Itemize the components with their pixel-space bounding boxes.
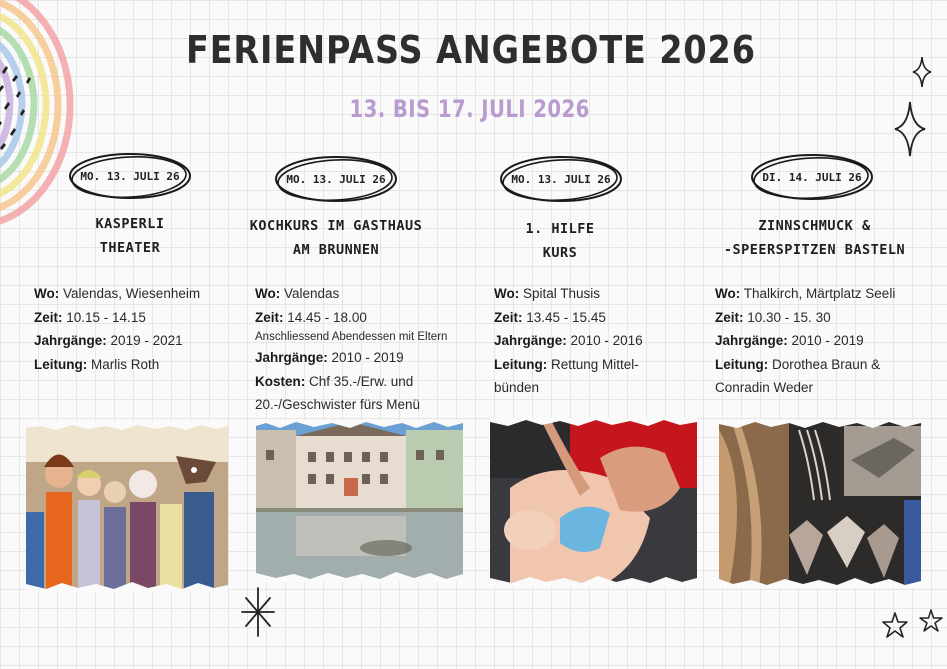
event-details xyxy=(34,282,249,376)
page-title: FERIENPASS ANGEBOTE 2026 xyxy=(185,28,756,72)
event-details xyxy=(255,282,480,417)
location-row: Wo: Valendas xyxy=(255,286,340,301)
torn-edge xyxy=(719,576,921,588)
event-title xyxy=(712,214,917,262)
event-note: Anschliessend Abendessen mit Eltern xyxy=(255,331,448,343)
event-title xyxy=(470,217,650,265)
years-row: Jahrgänge: 2010 - 2016 xyxy=(494,333,643,348)
event-title-line: ZINNSCHMUCK & xyxy=(758,218,871,234)
event-details xyxy=(715,282,940,400)
leader-row-continued: bünden xyxy=(494,380,540,395)
date-badge xyxy=(272,153,400,205)
village-square-photo xyxy=(256,420,463,582)
sparkle-icon xyxy=(893,100,927,158)
leader-row: Leitung: Rettung Mittel- xyxy=(494,356,639,372)
time-row: Zeit: 14.45 - 18.00 xyxy=(255,309,367,325)
leader-row-continued: Conradin Weder xyxy=(715,380,814,395)
years-row: Jahrgänge: 2010 - 2019 xyxy=(715,333,864,348)
date-label: MO. 13. JULI 26 xyxy=(80,169,180,183)
event-title-line: -SPEERSPITZEN BASTELN xyxy=(723,242,906,258)
date-label: MO. 13. JULI 26 xyxy=(286,172,386,186)
event-title-line: THEATER xyxy=(99,240,161,256)
location-row: Wo: Valendas, Wiesenheim xyxy=(34,286,201,301)
torn-edge xyxy=(256,420,463,430)
star-icon xyxy=(918,608,944,634)
star-icon xyxy=(880,610,910,640)
date-label: DI. 14. JULI 26 xyxy=(762,170,862,184)
cost-row-continued: 20.-/Geschwister fürs Menü xyxy=(255,397,421,412)
leader-row: Leitung: Dorothea Braun & xyxy=(715,356,881,372)
event-details xyxy=(494,282,699,400)
event-title-line: KURS xyxy=(542,245,578,261)
cost-row: Kosten: Chf 35.-/Erw. und xyxy=(255,373,414,389)
starburst-icon xyxy=(238,586,278,638)
cpr-training-photo xyxy=(490,418,697,586)
date-badge xyxy=(66,150,194,202)
torn-edge xyxy=(490,418,697,428)
torn-edge xyxy=(719,420,921,430)
date-label: MO. 13. JULI 26 xyxy=(511,172,611,186)
event-title-line: KOCHKURS IM GASTHAUS xyxy=(249,218,423,234)
time-row: Zeit: 13.45 - 15.45 xyxy=(494,309,606,325)
event-title xyxy=(40,212,220,260)
jewelry-arrowheads-photo xyxy=(719,420,921,588)
torn-edge xyxy=(490,574,697,586)
years-row: Jahrgänge: 2019 - 2021 xyxy=(34,333,183,348)
years-row: Jahrgänge: 2010 - 2019 xyxy=(255,350,404,365)
leader-row: Leitung: Marlis Roth xyxy=(34,356,160,372)
torn-edge xyxy=(256,570,463,582)
puppet-theater-photo xyxy=(26,422,228,592)
time-row: Zeit: 10.15 - 14.15 xyxy=(34,309,146,325)
page-subtitle: 13. BIS 17. JULI 2026 xyxy=(349,95,590,123)
date-badge xyxy=(497,153,625,205)
event-title-line: AM BRUNNEN xyxy=(292,242,380,258)
event-title-line: 1. HILFE xyxy=(525,221,595,237)
event-title-line: KASPERLI xyxy=(95,216,165,232)
location-row: Wo: Spital Thusis xyxy=(494,286,601,301)
torn-edge xyxy=(26,580,228,592)
torn-edge xyxy=(26,422,228,432)
date-badge xyxy=(748,151,876,203)
location-row: Wo: Thalkirch, Märtplatz Seeli xyxy=(715,286,896,301)
event-title xyxy=(230,214,442,262)
sparkle-icon xyxy=(912,56,932,88)
time-row: Zeit: 10.30 - 15. 30 xyxy=(715,309,831,325)
